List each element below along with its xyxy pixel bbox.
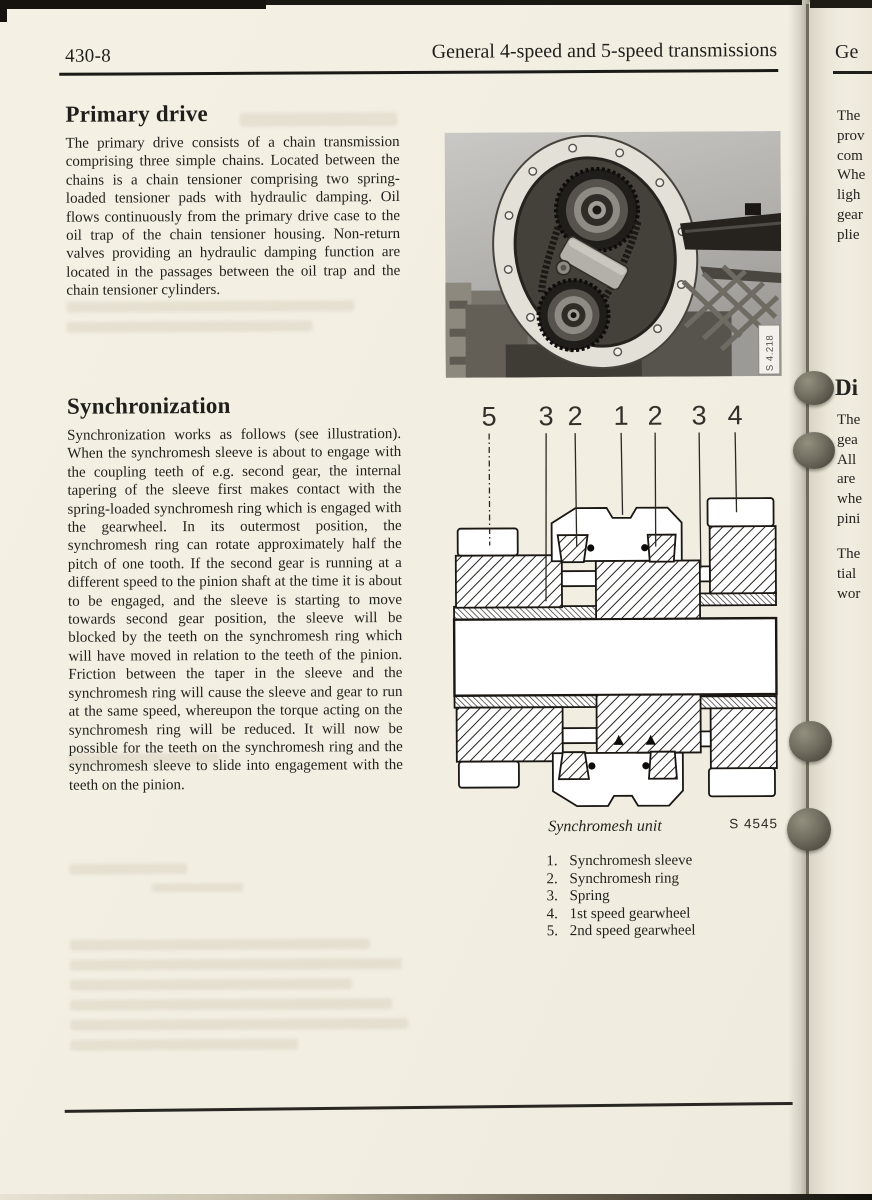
callout-numbers xyxy=(481,400,742,431)
legend-number: 2. xyxy=(546,870,558,887)
clipped-line: Whe xyxy=(837,167,866,184)
binder-ring xyxy=(789,721,832,762)
gear-tooth-cap xyxy=(459,761,519,787)
legend-number: 4. xyxy=(546,905,558,923)
splined-band xyxy=(455,695,598,708)
next-page-edge xyxy=(809,2,872,1198)
clipped-line: The xyxy=(837,108,861,124)
clipped-line: plie xyxy=(837,226,860,243)
clipped-line: are xyxy=(837,471,856,488)
cross-section xyxy=(453,498,777,807)
legend-number: 1. xyxy=(546,853,558,870)
bleed-through-ghost xyxy=(70,978,352,990)
spring xyxy=(587,544,594,551)
chain-transmission-photo xyxy=(445,131,782,378)
callout-2b: 2 xyxy=(647,400,663,431)
legend-item xyxy=(547,888,696,906)
scan-edge-top xyxy=(810,0,872,8)
clipped-line: gear xyxy=(837,206,863,223)
footer-rule xyxy=(65,1102,793,1112)
figure-ref-code: S 4545 xyxy=(729,816,779,832)
legend-label: Synchromesh ring xyxy=(569,870,680,887)
callout-3b: 3 xyxy=(691,400,707,431)
gear-tooth-cap xyxy=(458,528,518,555)
header-rule xyxy=(59,69,778,76)
clipped-line: com xyxy=(837,147,863,164)
second-speed-gearwheel-lower xyxy=(457,707,563,762)
legend-item xyxy=(547,923,696,941)
binder-ring xyxy=(793,432,835,469)
scan-edge-corner xyxy=(0,0,7,22)
synchronization-body: Synchronization works as follows (see illustration). When the synchromesh sleeve is about to engage with the coupling teeth of e.g. second gear, the internal tapering of the sleeve first makes contact with the spring-loaded synchromesh ring which is engaged with the gearwheel. In its outermost position, the synchromesh ring can rotate approximately half the pitch of one tooth. If the second gear is running at a different speed to the pinion shaft at the time it is about to be engaged, and the sleeve is starting to move towards second gear position, the sleeve will be blocked by the teeth on the synchromesh ring which will have moved in relation to the teeth of the pinion. Friction between the taper in the sleeve and the synchromesh ring will cause the sleeve and gear to run at the same speed, whereupon the torque acting on the synchromesh ring will be reduced. It will now be possible for the teeth on the synchromesh ring and the synchromesh sleeve to slide into engagement with the teeth on the pinion. xyxy=(67,426,403,794)
primary-drive-heading: Primary drive xyxy=(65,101,208,127)
clipped-line: All xyxy=(837,451,857,468)
legend-item xyxy=(546,870,695,888)
callout-2: 2 xyxy=(567,401,583,432)
clipped-line: gea xyxy=(837,431,858,448)
binder-ring xyxy=(794,371,834,405)
clipped-line: pini xyxy=(837,510,861,527)
callout-1: 1 xyxy=(613,400,629,431)
legend-item xyxy=(547,905,696,923)
next-page-header-rule xyxy=(833,71,872,74)
bleed-through-ghost xyxy=(69,863,187,875)
spring xyxy=(641,544,648,551)
next-page-running-title: Ge xyxy=(835,41,859,63)
scan-edge-top xyxy=(0,0,266,9)
bleed-through-ghost xyxy=(70,1039,298,1051)
running-title: General 4-speed and 5-speed transmissions xyxy=(431,39,778,63)
synchromesh-hub xyxy=(596,560,700,619)
legend-label: 1st speed gearwheel xyxy=(569,905,691,922)
photo-ref-label xyxy=(759,325,780,374)
figure-caption: Synchromesh unit xyxy=(548,817,662,836)
spring xyxy=(642,762,649,769)
legend-label: Synchromesh sleeve xyxy=(569,852,693,870)
bleed-through-ghost xyxy=(151,883,243,892)
bleed-through-ghost xyxy=(67,320,313,332)
page-number: 430-8 xyxy=(65,45,112,67)
binder-ring xyxy=(787,808,831,851)
figure-legend xyxy=(546,852,695,941)
synchronization-heading: Synchronization xyxy=(66,392,231,419)
legend-label: Spring xyxy=(569,888,610,905)
clipped-line: ligh xyxy=(837,187,861,204)
first-speed-gearwheel xyxy=(710,526,776,593)
section-synchronization xyxy=(67,392,403,795)
clipped-line: prov xyxy=(837,127,865,144)
gear-tooth-cap xyxy=(707,498,773,526)
next-page-paragraph xyxy=(837,545,860,604)
next-page-paragraph xyxy=(837,107,865,246)
legend-number: 5. xyxy=(546,923,559,940)
pinion-shaft xyxy=(454,618,776,696)
bottom-sprocket xyxy=(538,280,608,350)
synchromesh-ring xyxy=(648,535,676,562)
bleed-through-ghost xyxy=(70,958,402,971)
legend-number: 3. xyxy=(546,888,558,905)
clipped-line: The xyxy=(837,412,861,428)
coupling-collar xyxy=(563,728,597,743)
clipped-line: The xyxy=(837,546,861,562)
bleed-through-ghost xyxy=(70,998,392,1011)
next-page-section-heading: Di xyxy=(835,375,858,400)
bleed-through-ghost xyxy=(70,938,370,951)
synchromesh-ring xyxy=(559,752,589,779)
callout-4: 4 xyxy=(727,400,743,431)
bleed-through-ghost xyxy=(66,300,354,313)
next-page-paragraph xyxy=(837,411,862,530)
section-primary-drive xyxy=(65,100,400,300)
clipped-line: tial xyxy=(837,565,857,582)
clipped-line: wor xyxy=(837,585,861,602)
coupling-collar xyxy=(562,571,596,586)
callout-3: 3 xyxy=(538,401,554,432)
photo-ref-code: S 4.218 xyxy=(764,334,776,372)
scan-edge-bottom xyxy=(0,1194,872,1200)
synchromesh-diagram xyxy=(449,396,781,818)
gear-tooth-cap xyxy=(709,768,775,796)
clipped-line: whe xyxy=(837,491,862,508)
synchromesh-ring xyxy=(558,535,588,562)
synchromesh-ring xyxy=(649,752,677,779)
bleed-through-ghost xyxy=(70,1018,408,1031)
spring xyxy=(588,762,595,769)
primary-drive-body: The primary drive consists of a chain transmission comprising three simple chains. Located between the chains is a chain tensioner comprising two spring-loaded tensioner pads with hydraulic damping. Oil flows continuously from the primary drive case to the oil trap of the chain tensioner housing. Non-return valves providing an hydraulic damping function are located in the passages between the oil trap and the chain tensioner cylinders. xyxy=(65,134,401,300)
legend-item xyxy=(546,852,695,870)
first-speed-gearwheel-lower xyxy=(711,708,777,768)
callout-5: 5 xyxy=(481,401,497,432)
scan-edge-top xyxy=(266,0,802,5)
legend-label: 2nd speed gearwheel xyxy=(569,922,696,940)
